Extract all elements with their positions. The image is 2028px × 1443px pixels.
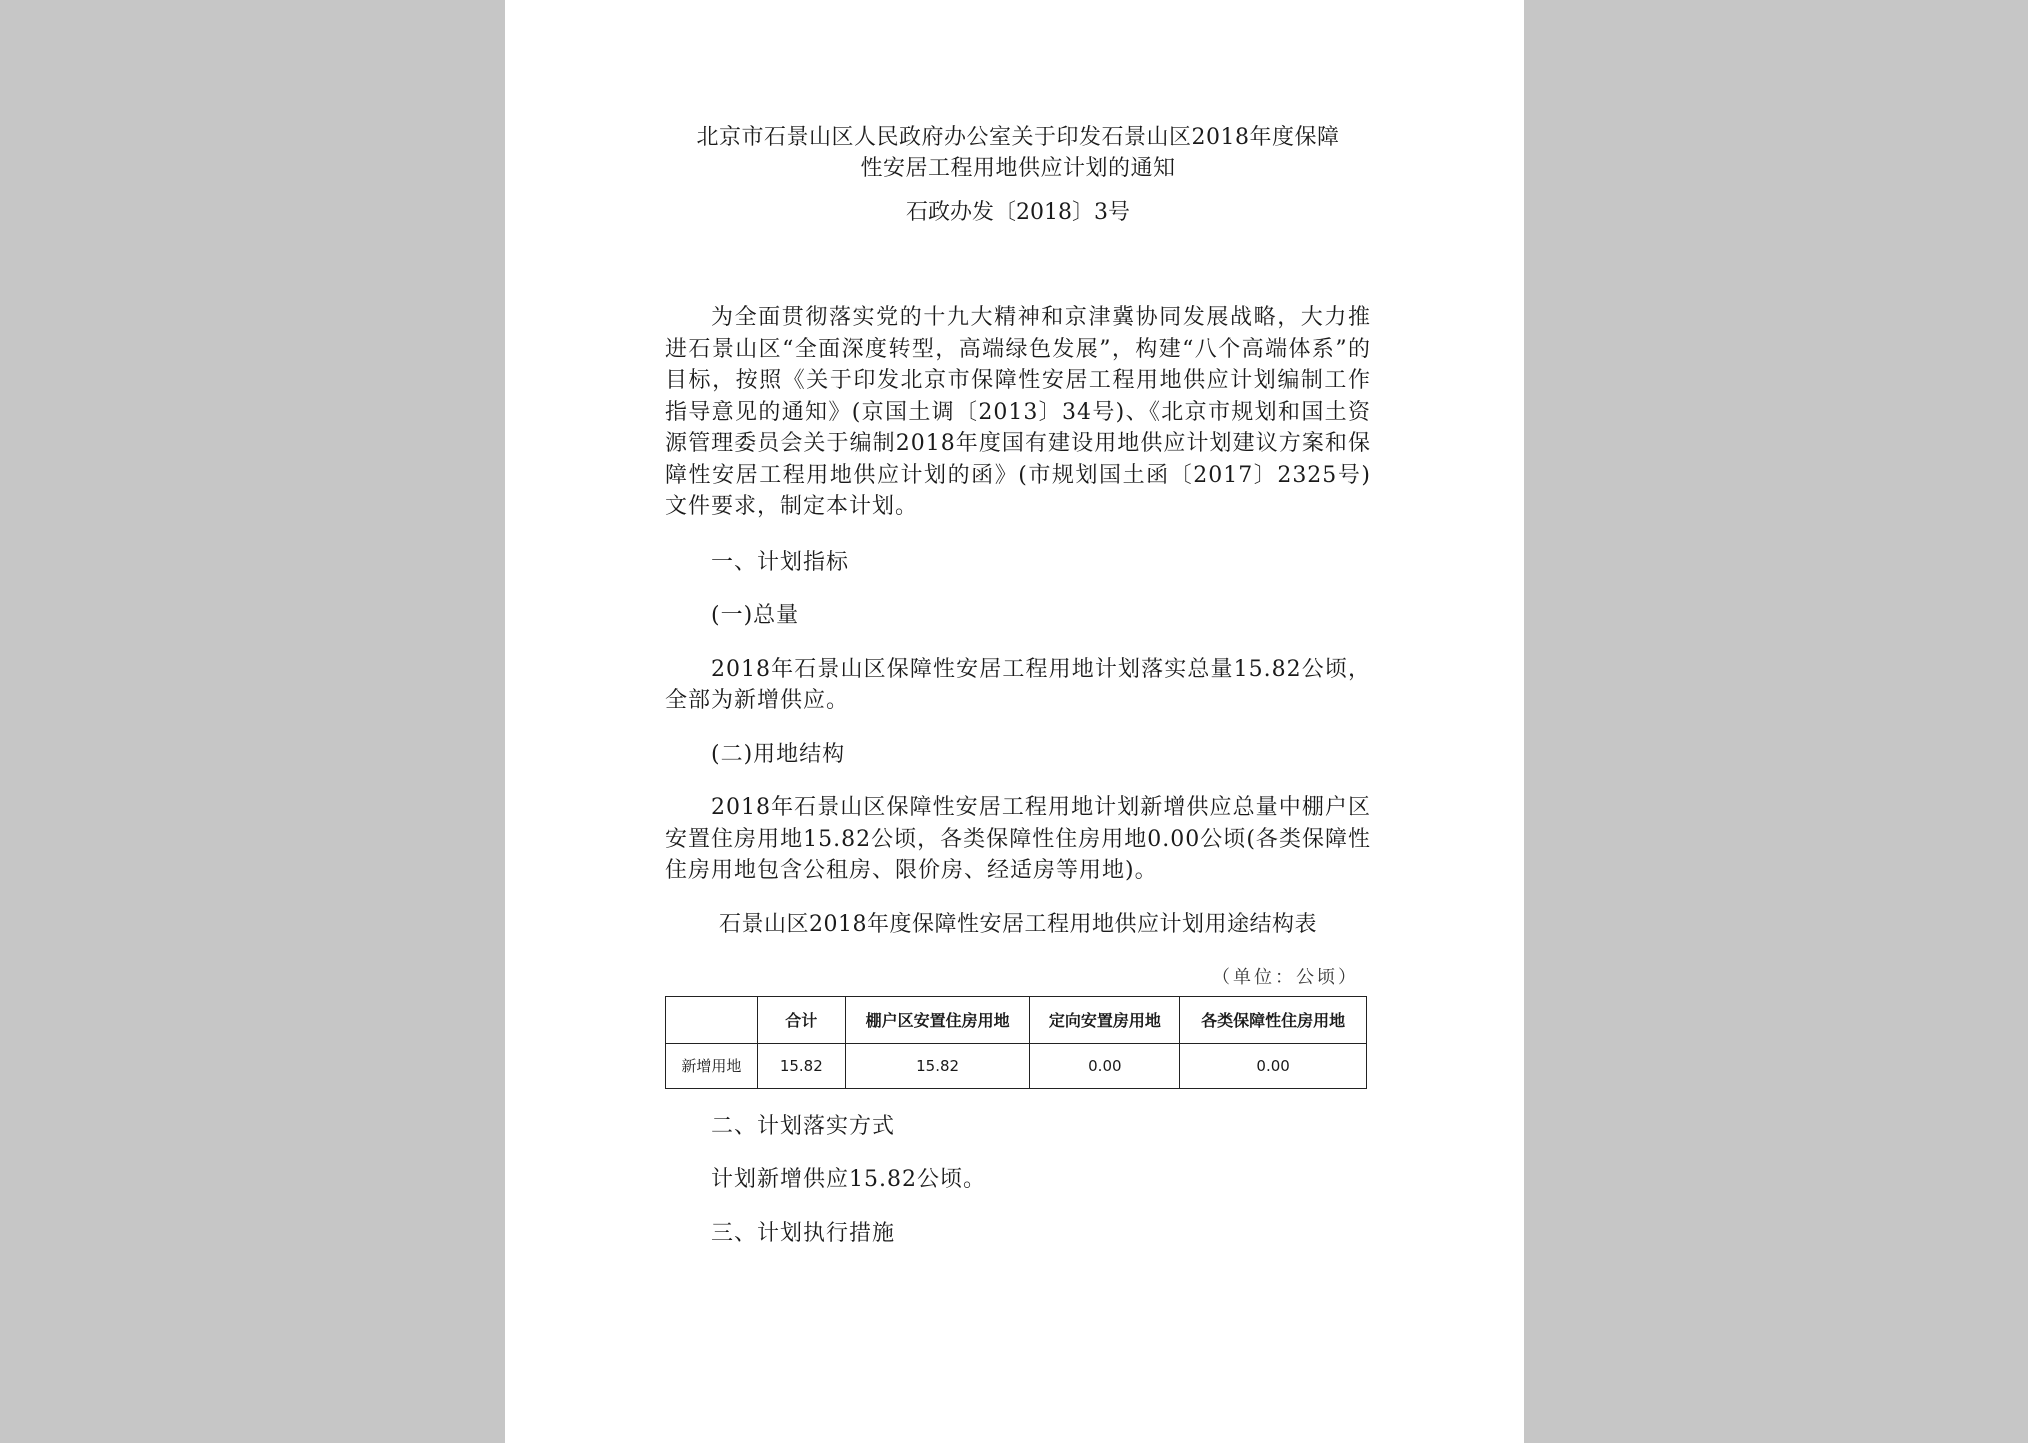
section-2-text: 计划新增供应15.82公顷。 (711, 1167, 986, 1192)
section-2-heading: 二、计划落实方式 (711, 1113, 896, 1139)
table-cell: 0.00 (1030, 1043, 1180, 1088)
table-cell: 15.82 (757, 1043, 845, 1088)
table-header-cell: 各类保障性住房用地 (1180, 996, 1367, 1043)
document-page (505, 0, 1524, 1443)
land-use-table (665, 996, 1367, 1089)
section-3-heading: 三、计划执行措施 (711, 1220, 896, 1246)
title-line-1: 北京市石景山区人民政府办公室关于印发石景山区2018年度保障 (696, 125, 1340, 150)
table-header-cell (666, 996, 758, 1043)
table-cell: 0.00 (1180, 1043, 1367, 1088)
section-1-heading: 一、计划指标 (711, 549, 850, 575)
document-number: 石政办发〔2018〕3号 (906, 200, 1130, 225)
subsection-2-heading: (二)用地结构 (711, 741, 846, 767)
title-line-2: 性安居工程用地供应计划的通知 (860, 156, 1176, 181)
subsection-1-text: 2018年石景山区保障性安居工程用地计划落实总量15.82公顷，全部为新增供应。 (665, 656, 1371, 713)
table-cell: 15.82 (845, 1043, 1030, 1088)
table-caption: 石景山区2018年度保障性安居工程用地供应计划用途结构表 (719, 911, 1317, 937)
subsection-2-text: 2018年石景山区保障性安居工程用地计划新增供应总量中棚户区安置住房用地15.82公顷，各类保障性住房用地0.00公顷(各类保障性住房用地包含公租房、限价房、经适房等用地)。 (665, 795, 1371, 883)
document-title (665, 122, 1371, 184)
table-header-cell: 棚户区安置住房用地 (845, 996, 1030, 1043)
table-row (666, 1043, 1367, 1088)
subsection-1-heading: (一)总量 (711, 603, 800, 628)
table-unit: （单位：公顷） (1212, 966, 1359, 988)
table-header-row (666, 996, 1367, 1043)
table-header-cell: 定向安置房用地 (1030, 996, 1180, 1043)
intro-paragraph: 为全面贯彻落实党的十九大精神和京津冀协同发展战略，大力推进石景山区“全面深度转型，高端绿色发展”，构建“八个高端体系”的目标，按照《关于印发北京市保障性安居工程用地供应计划编制工作指导意见的通知》(京国土调〔2013〕34号)、《北京市规划和国土资源管理委员会关于编制2018年度国有建设用地供应计划建议方案和保障性安居工程用地供应计划的函》(市规划国土函〔2017〕2325号)文件要求，制定本计划。 (665, 305, 1371, 519)
table-header-cell: 合计 (757, 996, 845, 1043)
document-content (665, 122, 1371, 1249)
table-cell: 新增用地 (666, 1043, 758, 1088)
